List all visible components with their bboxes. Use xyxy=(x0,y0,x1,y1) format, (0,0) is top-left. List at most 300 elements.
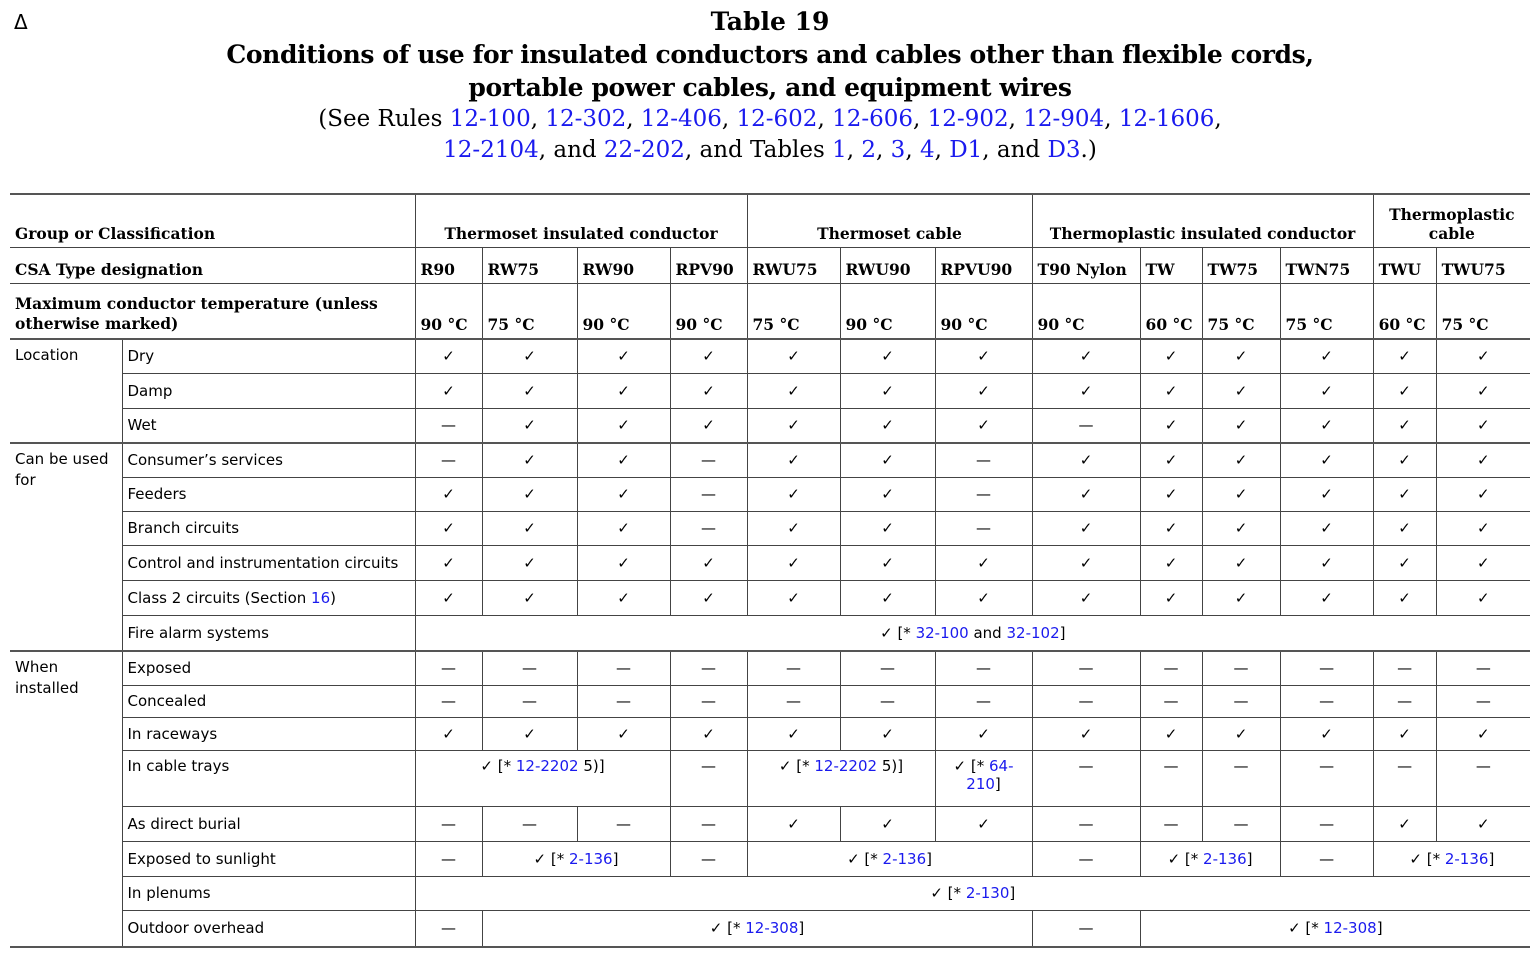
temperature-row-cell: 90 °C xyxy=(935,283,1032,339)
check-mark-cell: ✓ xyxy=(1032,545,1140,580)
check-mark-cell: ✓ xyxy=(840,806,935,841)
text: ✓ [* xyxy=(778,756,815,775)
check-mark-cell: ✓ xyxy=(840,443,935,477)
table-title-line1: Conditions of use for insulated conductors and cables other than flexible cords, xyxy=(226,40,1314,69)
rule-link[interactable]: 16 xyxy=(311,588,331,607)
reference-cell xyxy=(415,876,1530,910)
dash-cell: — xyxy=(1140,806,1202,841)
check-mark-cell: ✓ xyxy=(1373,477,1436,511)
check-mark-cell: ✓ xyxy=(1373,545,1436,580)
row-label xyxy=(122,580,415,615)
rule-link[interactable]: 64-210 xyxy=(966,756,1014,793)
text: ✓ [* xyxy=(533,849,570,868)
check-mark-cell: ✓ xyxy=(415,717,482,750)
table-link[interactable]: D1 xyxy=(949,137,983,163)
conditions-of-use-table xyxy=(10,193,1530,948)
reference-cell xyxy=(415,615,1530,651)
reference-cell xyxy=(415,750,670,806)
check-mark-cell: ✓ xyxy=(1373,511,1436,545)
row-label xyxy=(122,806,415,841)
check-mark-cell: ✓ xyxy=(577,443,670,477)
rule-link[interactable]: 32-102 xyxy=(1006,623,1060,642)
check-mark-cell: ✓ xyxy=(1373,717,1436,750)
rule-link[interactable]: 2-130 xyxy=(965,884,1010,902)
text: Branch circuits xyxy=(127,519,240,537)
type-designation-row-cell: TWN75 xyxy=(1280,247,1373,283)
check-mark-cell: ✓ xyxy=(935,339,1032,373)
check-mark-cell: ✓ xyxy=(840,408,935,443)
check-mark-cell: ✓ xyxy=(747,339,840,373)
dash-cell: — xyxy=(1280,806,1373,841)
check-mark-cell: ✓ xyxy=(747,443,840,477)
row-group-label: When installed xyxy=(10,651,122,947)
text: ] xyxy=(1059,623,1066,642)
check-mark-cell: ✓ xyxy=(1032,511,1140,545)
temperature-row-cell: 90 °C xyxy=(840,283,935,339)
check-mark-cell: ✓ xyxy=(1280,545,1373,580)
temperature-row-cell: 75 °C xyxy=(1280,283,1373,339)
rule-link[interactable]: 12-302 xyxy=(545,106,627,132)
group-header-row-cell: Thermoplastic cable xyxy=(1373,194,1530,247)
type-designation-row-cell: RPV90 xyxy=(670,247,747,283)
check-mark-cell: ✓ xyxy=(482,408,577,443)
text: ✓ [* xyxy=(953,756,990,775)
row-label xyxy=(122,408,415,443)
type-designation-row-cell: RW90 xyxy=(577,247,670,283)
check-mark-cell: ✓ xyxy=(840,477,935,511)
check-mark-cell: ✓ xyxy=(1280,717,1373,750)
temperature-row-cell: 60 °C xyxy=(1373,283,1436,339)
dash-cell: — xyxy=(415,910,482,947)
check-mark-cell: ✓ xyxy=(482,717,577,750)
text: ✓ [* xyxy=(847,849,883,868)
text: As direct burial xyxy=(127,814,241,833)
reference-cell xyxy=(482,841,670,876)
temperature-row-cell: 75 °C xyxy=(747,283,840,339)
table-row xyxy=(10,443,1530,477)
dash-cell: — xyxy=(1202,750,1280,806)
row-label xyxy=(122,511,415,545)
dash-cell: — xyxy=(415,841,482,876)
rule-link[interactable]: 2-136 xyxy=(1444,849,1489,868)
check-mark-cell: ✓ xyxy=(1140,580,1202,615)
text: 5)] xyxy=(578,756,605,775)
rule-link[interactable]: 12-308 xyxy=(1323,919,1377,938)
rule-link[interactable]: 2-136 xyxy=(882,849,927,868)
check-mark-cell: ✓ xyxy=(415,511,482,545)
rule-link[interactable]: 12-1606 xyxy=(1118,106,1215,132)
temperature-row-cell: 75 °C xyxy=(1436,283,1530,339)
dash-cell: — xyxy=(1202,685,1280,717)
check-mark-cell: ✓ xyxy=(747,477,840,511)
type-designation-row-cell: RW75 xyxy=(482,247,577,283)
dash-cell: — xyxy=(935,443,1032,477)
dash-cell: — xyxy=(577,685,670,717)
type-designation-row xyxy=(10,247,1530,283)
table-row xyxy=(10,806,1530,841)
text: Feeders xyxy=(127,485,187,503)
check-mark-cell: ✓ xyxy=(1032,443,1140,477)
check-mark-cell: ✓ xyxy=(1202,511,1280,545)
dash-cell: — xyxy=(670,511,747,545)
dash-cell: — xyxy=(935,685,1032,717)
temperature-row-cell: 90 °C xyxy=(577,283,670,339)
text: ] xyxy=(612,849,619,868)
rule-link[interactable]: 12-902 xyxy=(927,106,1009,132)
text: In plenums xyxy=(127,884,211,902)
check-mark-cell: ✓ xyxy=(840,511,935,545)
text: Wet xyxy=(127,416,157,435)
table-row xyxy=(10,545,1530,580)
check-mark-cell: ✓ xyxy=(577,717,670,750)
text: ] xyxy=(798,919,805,938)
check-mark-cell: ✓ xyxy=(1140,511,1202,545)
reference-cell xyxy=(935,750,1032,806)
table-heading xyxy=(0,6,1536,166)
and-text: and xyxy=(553,137,597,163)
row-label xyxy=(122,373,415,408)
check-mark-cell: ✓ xyxy=(482,477,577,511)
check-mark-cell: ✓ xyxy=(1140,477,1202,511)
text: Dry xyxy=(127,347,155,366)
check-mark-cell: ✓ xyxy=(1032,477,1140,511)
table-row xyxy=(10,373,1530,408)
dash-cell: — xyxy=(1140,750,1202,806)
row-label xyxy=(122,651,415,685)
check-mark-cell: ✓ xyxy=(1436,580,1530,615)
rule-link[interactable]: 12-2202 xyxy=(515,756,579,775)
check-mark-cell: ✓ xyxy=(747,545,840,580)
temperature-row-cell: 75 °C xyxy=(1202,283,1280,339)
rule-link[interactable]: 2-136 xyxy=(1203,849,1247,868)
dash-cell: — xyxy=(747,685,840,717)
row-label xyxy=(122,615,415,651)
check-mark-cell: ✓ xyxy=(1373,339,1436,373)
check-mark-cell: ✓ xyxy=(840,717,935,750)
temperature-row-cell: 60 °C xyxy=(1140,283,1202,339)
text: ] xyxy=(1009,884,1016,902)
dash-cell: — xyxy=(1140,651,1202,685)
check-mark-cell: ✓ xyxy=(670,339,747,373)
text: ] xyxy=(1488,849,1495,868)
check-mark-cell: ✓ xyxy=(1280,373,1373,408)
rule-link[interactable]: 32-100 xyxy=(915,623,969,642)
dash-cell: — xyxy=(1280,651,1373,685)
type-designation-row-cell: TWU75 xyxy=(1436,247,1530,283)
type-designation-row-cell: R90 xyxy=(415,247,482,283)
dash-cell: — xyxy=(1436,685,1530,717)
check-mark-cell: ✓ xyxy=(747,511,840,545)
table-row xyxy=(10,910,1530,947)
dash-cell: — xyxy=(840,685,935,717)
dash-cell: — xyxy=(670,685,747,717)
check-mark-cell: ✓ xyxy=(1202,717,1280,750)
dash-cell: — xyxy=(415,685,482,717)
check-mark-cell: ✓ xyxy=(482,511,577,545)
check-mark-cell: ✓ xyxy=(670,717,747,750)
check-mark-cell: ✓ xyxy=(1140,339,1202,373)
reference-cell xyxy=(1140,841,1280,876)
see-rules-line1: (See Rules 12-100, 12-302, 12-406, 12-602, 12-606, 12-902, 12-904, 12-1606, xyxy=(318,106,1222,132)
check-mark-cell: ✓ xyxy=(1140,545,1202,580)
row-group-label: Location xyxy=(10,339,122,443)
text: ✓ [* xyxy=(1288,919,1324,938)
reference-cell xyxy=(1373,841,1530,876)
revision-delta-marker: Δ xyxy=(14,10,28,34)
check-mark-cell: ✓ xyxy=(670,373,747,408)
check-mark-cell: ✓ xyxy=(1032,717,1140,750)
row-label xyxy=(122,876,415,910)
check-mark-cell: ✓ xyxy=(935,373,1032,408)
table-row xyxy=(10,339,1530,373)
table-row xyxy=(10,408,1530,443)
table-row xyxy=(10,876,1530,910)
rule-link[interactable]: 12-904 xyxy=(1023,106,1105,132)
check-mark-cell: ✓ xyxy=(1436,477,1530,511)
check-mark-cell: ✓ xyxy=(840,580,935,615)
dash-cell: — xyxy=(840,651,935,685)
dash-cell: — xyxy=(415,651,482,685)
table-row xyxy=(10,477,1530,511)
table-link[interactable]: D3 xyxy=(1047,137,1081,163)
table-link[interactable]: 4 xyxy=(919,137,935,163)
check-mark-cell: ✓ xyxy=(1436,408,1530,443)
row-label xyxy=(122,910,415,947)
text: ] xyxy=(1376,919,1383,938)
check-mark-cell: ✓ xyxy=(1140,373,1202,408)
check-mark-cell: ✓ xyxy=(1202,408,1280,443)
check-mark-cell: ✓ xyxy=(577,408,670,443)
check-mark-cell: ✓ xyxy=(747,717,840,750)
text: ) xyxy=(330,588,336,607)
table-row xyxy=(10,685,1530,717)
type-designation-row-cell: TW xyxy=(1140,247,1202,283)
dash-cell: — xyxy=(935,511,1032,545)
table-row xyxy=(10,651,1530,685)
type-designation-row-cell: RPVU90 xyxy=(935,247,1032,283)
table-title-line2: portable power cables, and equipment wires xyxy=(468,73,1072,102)
check-mark-cell: ✓ xyxy=(1202,443,1280,477)
type-designation-row-cell: RWU90 xyxy=(840,247,935,283)
dash-cell: — xyxy=(935,477,1032,511)
dash-cell: — xyxy=(1202,806,1280,841)
rule-link[interactable]: 12-2202 xyxy=(814,756,878,775)
group-header-row xyxy=(10,194,1530,247)
check-mark-cell: ✓ xyxy=(1373,373,1436,408)
table-row xyxy=(10,511,1530,545)
check-mark-cell: ✓ xyxy=(1373,408,1436,443)
temperature-row-cell: 90 °C xyxy=(415,283,482,339)
type-designation-row-cell: TWU xyxy=(1373,247,1436,283)
rule-link[interactable]: 12-606 xyxy=(832,106,914,132)
check-mark-cell: ✓ xyxy=(747,373,840,408)
group-header-row-label: Group or Classification xyxy=(10,194,415,247)
dash-cell: — xyxy=(1032,685,1140,717)
check-mark-cell: ✓ xyxy=(1436,339,1530,373)
dash-cell: — xyxy=(1436,651,1530,685)
check-mark-cell: ✓ xyxy=(1373,443,1436,477)
dash-cell: — xyxy=(747,651,840,685)
table-link[interactable]: 2 xyxy=(861,137,877,163)
table-link[interactable]: 3 xyxy=(890,137,906,163)
text: ✓ [* xyxy=(709,919,746,938)
check-mark-cell: ✓ xyxy=(1032,373,1140,408)
row-label xyxy=(122,717,415,750)
check-mark-cell: ✓ xyxy=(482,443,577,477)
see-rules-line2: 12-2104, and 22-202, and Tables 1, 2, 3, 4, D1, and D3.) xyxy=(443,137,1097,163)
tables-prefix: , and Tables xyxy=(684,137,833,163)
dash-cell: — xyxy=(1032,651,1140,685)
check-mark-cell: ✓ xyxy=(935,580,1032,615)
dash-cell: — xyxy=(670,443,747,477)
table-row xyxy=(10,717,1530,750)
text: ] xyxy=(1246,849,1253,868)
dash-cell: — xyxy=(577,651,670,685)
table-row xyxy=(10,750,1530,806)
check-mark-cell: ✓ xyxy=(840,339,935,373)
check-mark-cell: ✓ xyxy=(670,408,747,443)
text: Fire alarm systems xyxy=(127,623,269,642)
check-mark-cell: ✓ xyxy=(1280,580,1373,615)
check-mark-cell: ✓ xyxy=(577,511,670,545)
dash-cell: — xyxy=(670,477,747,511)
check-mark-cell: ✓ xyxy=(415,477,482,511)
check-mark-cell: ✓ xyxy=(1140,717,1202,750)
check-mark-cell: ✓ xyxy=(840,545,935,580)
check-mark-cell: ✓ xyxy=(1280,511,1373,545)
check-mark-cell: ✓ xyxy=(1202,373,1280,408)
type-designation-row-cell: RWU75 xyxy=(747,247,840,283)
dash-cell: — xyxy=(482,685,577,717)
reference-cell xyxy=(1140,910,1530,947)
reference-cell xyxy=(747,750,935,806)
check-mark-cell: ✓ xyxy=(1280,477,1373,511)
dash-cell: — xyxy=(415,806,482,841)
group-header-row-cell: Thermoplastic insulated conductor xyxy=(1032,194,1373,247)
check-mark-cell: ✓ xyxy=(415,580,482,615)
dash-cell: — xyxy=(670,806,747,841)
text: and xyxy=(968,623,1007,642)
temperature-row-cell: 75 °C xyxy=(482,283,577,339)
check-mark-cell: ✓ xyxy=(1436,373,1530,408)
text: Control and instrumentation circuits xyxy=(127,553,399,572)
check-mark-cell: ✓ xyxy=(1202,545,1280,580)
text: Outdoor overhead xyxy=(127,919,265,938)
check-mark-cell: ✓ xyxy=(1373,580,1436,615)
dash-cell: — xyxy=(482,651,577,685)
type-designation-row-label: CSA Type designation xyxy=(10,247,415,283)
rule-link[interactable]: 12-2104 xyxy=(443,137,539,163)
dash-cell: — xyxy=(1280,750,1373,806)
check-mark-cell: ✓ xyxy=(935,408,1032,443)
row-group-label: Can be used for xyxy=(10,443,122,651)
see-rules-suffix: .) xyxy=(1080,137,1097,163)
row-label xyxy=(122,545,415,580)
type-designation-row-cell: TW75 xyxy=(1202,247,1280,283)
dash-cell: — xyxy=(1032,841,1140,876)
temperature-row xyxy=(10,283,1530,339)
check-mark-cell: ✓ xyxy=(1280,443,1373,477)
check-mark-cell: ✓ xyxy=(577,339,670,373)
check-mark-cell: ✓ xyxy=(747,806,840,841)
check-mark-cell: ✓ xyxy=(1436,545,1530,580)
see-rules-prefix: (See Rules xyxy=(318,106,450,132)
temperature-row-label: Maximum conductor temperature (unless otherwise marked) xyxy=(10,283,415,339)
type-designation-row-cell: T90 Nylon xyxy=(1032,247,1140,283)
check-mark-cell: ✓ xyxy=(670,545,747,580)
and-text: and xyxy=(996,137,1041,163)
dash-cell: — xyxy=(1140,685,1202,717)
check-mark-cell: ✓ xyxy=(482,339,577,373)
text: ] xyxy=(926,849,932,868)
check-mark-cell: ✓ xyxy=(1436,511,1530,545)
table-row xyxy=(10,580,1530,615)
dash-cell: — xyxy=(670,841,747,876)
check-mark-cell: ✓ xyxy=(1373,806,1436,841)
rule-link[interactable]: 12-308 xyxy=(745,919,799,938)
text: ✓ [* xyxy=(1167,849,1204,868)
row-label xyxy=(122,685,415,717)
dash-cell: — xyxy=(670,750,747,806)
text: In raceways xyxy=(127,724,218,743)
check-mark-cell: ✓ xyxy=(1436,806,1530,841)
check-mark-cell: ✓ xyxy=(577,545,670,580)
text: Consumer’s services xyxy=(127,451,283,470)
dash-cell: — xyxy=(1280,685,1373,717)
rule-link[interactable]: 12-602 xyxy=(736,106,818,132)
dash-cell: — xyxy=(1436,750,1530,806)
check-mark-cell: ✓ xyxy=(415,545,482,580)
dash-cell: — xyxy=(1373,651,1436,685)
text: ✓ [* xyxy=(880,623,916,642)
rule-link[interactable]: 12-100 xyxy=(449,106,531,132)
text: ✓ [* xyxy=(480,756,516,775)
row-label xyxy=(122,841,415,876)
dash-cell: — xyxy=(415,443,482,477)
check-mark-cell: ✓ xyxy=(1280,408,1373,443)
rule-link[interactable]: 2-136 xyxy=(569,849,613,868)
check-mark-cell: ✓ xyxy=(1202,580,1280,615)
check-mark-cell: ✓ xyxy=(935,717,1032,750)
check-mark-cell: ✓ xyxy=(1436,717,1530,750)
reference-cell xyxy=(482,910,1032,947)
text: 5)] xyxy=(877,756,904,775)
check-mark-cell: ✓ xyxy=(1140,443,1202,477)
check-mark-cell: ✓ xyxy=(415,339,482,373)
rule-link[interactable]: 12-406 xyxy=(640,106,722,132)
check-mark-cell: ✓ xyxy=(577,580,670,615)
row-label xyxy=(122,443,415,477)
rule-link[interactable]: 22-202 xyxy=(603,137,685,163)
text: Class 2 circuits (Section xyxy=(127,588,312,607)
text: ✓ [* xyxy=(930,884,966,902)
group-header-row-cell: Thermoset cable xyxy=(747,194,1032,247)
dash-cell: — xyxy=(670,651,747,685)
check-mark-cell: ✓ xyxy=(840,373,935,408)
table-link[interactable]: 1 xyxy=(832,137,847,163)
check-mark-cell: ✓ xyxy=(935,545,1032,580)
text: Concealed xyxy=(127,692,207,710)
dash-cell: — xyxy=(415,408,482,443)
dash-cell: — xyxy=(935,651,1032,685)
check-mark-cell: ✓ xyxy=(577,477,670,511)
dash-cell: — xyxy=(1280,841,1373,876)
dash-cell: — xyxy=(1032,408,1140,443)
text: Damp xyxy=(127,381,173,400)
check-mark-cell: ✓ xyxy=(415,373,482,408)
check-mark-cell: ✓ xyxy=(1032,580,1140,615)
row-label xyxy=(122,339,415,373)
